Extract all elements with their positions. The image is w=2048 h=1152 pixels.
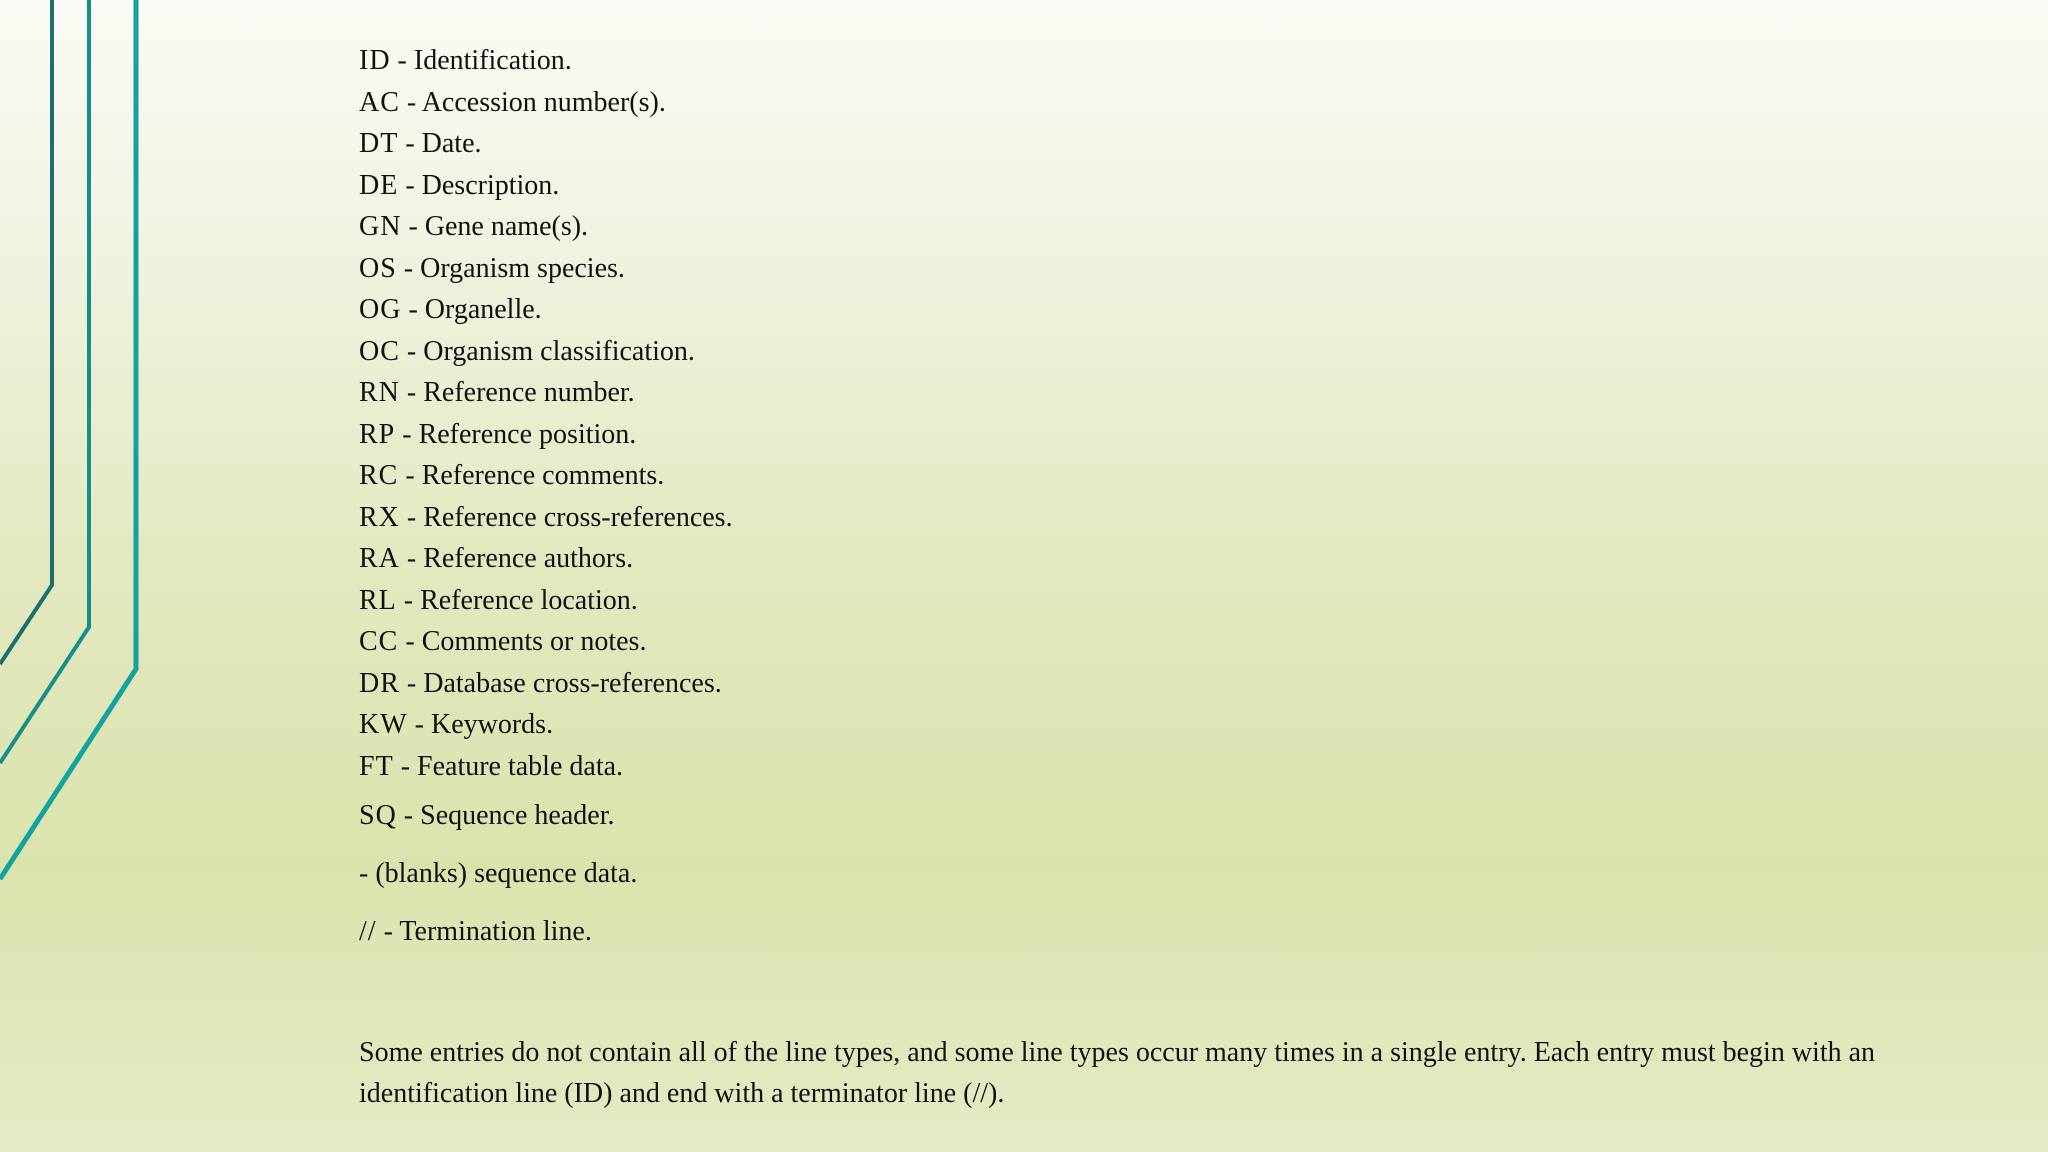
- slide-content: [359, 40, 1999, 961]
- line-type-description: Comments or notes.: [421, 626, 647, 657]
- line-type-item: [359, 372, 1999, 414]
- line-type-code: SQ: [359, 800, 397, 831]
- line-type-separator: -: [390, 45, 414, 76]
- line-type-description: Termination line.: [399, 916, 592, 947]
- line-type-description: Identification.: [413, 45, 572, 76]
- line-type-separator: -: [376, 916, 400, 947]
- line-type-description: Date.: [421, 128, 482, 159]
- line-type-separator: -: [393, 750, 418, 782]
- line-type-separator: -: [398, 169, 422, 201]
- deco-line-light: [0, 0, 136, 879]
- line-type-code: KW: [359, 709, 408, 740]
- line-type-item: [359, 82, 1999, 124]
- line-type-list: [359, 40, 1999, 961]
- line-type-code: DE: [359, 169, 399, 201]
- line-type-code: OS: [359, 252, 397, 284]
- line-type-description: Sequence header.: [420, 800, 615, 831]
- line-type-code: RA: [359, 543, 400, 574]
- line-type-code: OG: [359, 294, 402, 325]
- line-type-item: [359, 414, 1999, 456]
- line-type-code: RX: [359, 501, 400, 533]
- line-type-description: Reference number.: [423, 377, 635, 408]
- line-type-separator: -: [407, 709, 431, 740]
- line-type-separator: -: [399, 543, 424, 574]
- line-type-code: //: [359, 916, 377, 947]
- line-type-item: [359, 497, 1999, 539]
- line-type-separator: -: [396, 252, 421, 284]
- line-type-separator: -: [398, 626, 422, 657]
- line-type-code: RN: [359, 377, 400, 408]
- line-type-item: [359, 621, 1999, 663]
- line-type-code: DT: [359, 128, 399, 159]
- line-type-code: DR: [359, 667, 400, 699]
- line-type-description: Reference comments.: [421, 460, 665, 491]
- line-type-description: Gene name(s).: [424, 211, 589, 242]
- line-type-separator: -: [398, 460, 422, 491]
- line-type-separator: -: [401, 294, 425, 325]
- line-type-separator: -: [399, 501, 424, 533]
- line-type-separator: -: [396, 800, 421, 831]
- line-type-separator: -: [399, 667, 424, 699]
- line-type-item: [359, 787, 1999, 845]
- line-type-item: [359, 206, 1999, 248]
- line-type-item: [359, 331, 1999, 373]
- line-type-item: [359, 123, 1999, 165]
- line-type-description: Database cross-references.: [423, 667, 722, 699]
- line-type-item: [359, 165, 1999, 207]
- line-type-code: FT: [359, 750, 394, 782]
- line-type-description: Organism classification.: [423, 335, 695, 367]
- line-type-description: Description.: [421, 169, 560, 201]
- line-type-item: [359, 845, 1999, 903]
- line-type-item: [359, 663, 1999, 705]
- line-type-code: OC: [359, 335, 400, 367]
- line-type-item: [359, 248, 1999, 290]
- line-type-separator: -: [399, 86, 422, 118]
- line-type-separator: -: [398, 128, 422, 159]
- line-type-code: AC: [359, 86, 400, 118]
- line-type-description: Organism species.: [420, 252, 625, 284]
- line-type-separator: -: [359, 858, 376, 889]
- line-type-description: Feature table data.: [417, 750, 624, 782]
- line-type-description: Accession number(s).: [421, 86, 666, 118]
- decorative-teal-lines: [0, 0, 160, 900]
- line-type-code: RC: [359, 460, 399, 491]
- line-type-separator: -: [396, 584, 421, 616]
- line-type-code: ID: [359, 45, 391, 76]
- line-type-separator: -: [399, 377, 424, 408]
- line-type-item: [359, 40, 1999, 82]
- line-type-item: [359, 580, 1999, 622]
- deco-line-dark: [0, 0, 52, 664]
- line-type-item: [359, 704, 1999, 746]
- line-type-description: Organelle.: [424, 294, 542, 325]
- line-type-separator: -: [399, 335, 424, 367]
- line-type-item: [359, 538, 1999, 580]
- line-type-code: RP: [359, 418, 396, 450]
- line-type-description: Keywords.: [430, 709, 554, 740]
- line-type-code: GN: [359, 211, 402, 242]
- line-type-item: [359, 903, 1999, 961]
- line-type-code: RL: [359, 584, 397, 616]
- line-type-description: Reference authors.: [423, 543, 634, 574]
- line-type-item: [359, 455, 1999, 497]
- deco-line-mid: [0, 0, 89, 763]
- line-type-code: CC: [359, 626, 399, 657]
- line-type-item: [359, 746, 1999, 788]
- line-type-description: Reference cross-references.: [423, 501, 733, 533]
- line-type-description: Reference position.: [418, 418, 637, 450]
- line-type-separator: -: [395, 418, 419, 450]
- line-type-description: Reference location.: [420, 584, 638, 616]
- line-type-separator: -: [401, 211, 425, 242]
- entry-note: Some entries do not contain all of the line types, and some line types occur many times in a single entry. Each entry must begin with an identification line (ID) and end with a terminator line (//).: [359, 1037, 1876, 1109]
- line-type-item: [359, 289, 1999, 331]
- line-type-description: (blanks) sequence data.: [375, 858, 638, 889]
